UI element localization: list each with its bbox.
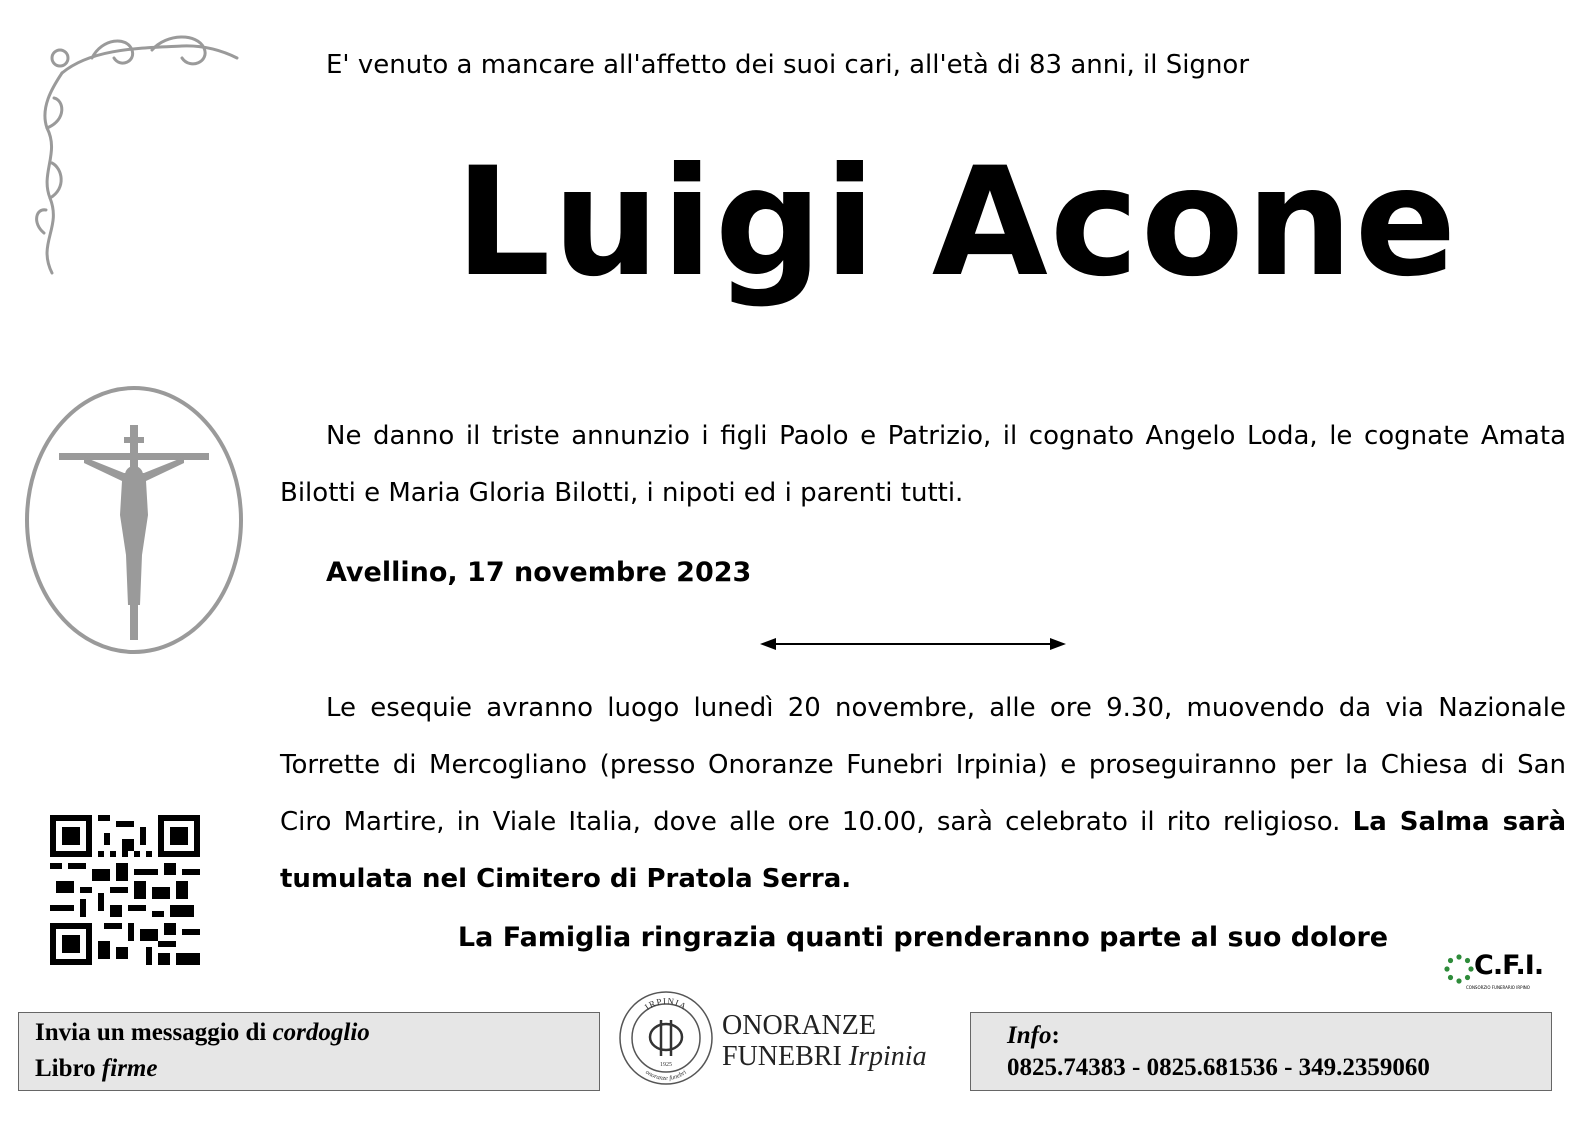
crucifix-icon — [24, 385, 244, 655]
cfi-logo — [1444, 950, 1544, 996]
agency-emblem-logo — [618, 990, 714, 1086]
burial-text: La Salma sarà tumulata nel Cimitero di Pratola Serra. — [280, 807, 1566, 894]
cfi-subtitle: CONSORZIO FUNERARIO IRPINO — [1466, 985, 1530, 990]
info-heading — [1007, 1022, 1060, 1050]
svg-text:IRPINIA — [643, 996, 689, 1012]
agency-line2-italic: Irpinia — [848, 1041, 927, 1072]
info-box — [970, 1012, 1552, 1091]
guestbook-prefix: Libro — [35, 1055, 102, 1082]
emblem-motto: onoranze funebri — [644, 1068, 688, 1083]
info-colon: : — [1051, 1022, 1060, 1049]
condolence-link[interactable] — [35, 1019, 370, 1047]
cfi-label: C.F.I. — [1474, 950, 1544, 981]
deceased-name: Luigi Acone — [455, 136, 1459, 310]
place-date: Avellino, 17 novembre 2023 — [326, 557, 752, 588]
funeral-paragraph — [280, 680, 1566, 908]
announcement-paragraph: Ne danno il triste annunzio i figli Paolo e Patrizio, il cognato Angelo Loda, le cognate Amata Bilotti e Maria Gloria Bilotti, i nipoti ed i parenti tutti. — [280, 421, 1566, 508]
double-arrow-divider — [760, 636, 1066, 652]
agency-name — [722, 1010, 927, 1072]
guestbook-italic: firme — [101, 1055, 158, 1082]
corner-flourish-ornament — [32, 28, 242, 288]
thanks-text: La Famiglia ringrazia quanti prenderanno parte al suo dolore — [457, 922, 1389, 953]
emblem-arc-text: IRPINIA — [642, 995, 689, 1013]
guestbook-link[interactable] — [35, 1055, 157, 1083]
emblem-year: 1925 — [660, 1062, 672, 1068]
condolence-box[interactable] — [18, 1012, 600, 1091]
funeral-text: Le esequie avranno luogo lunedì 20 novembre, alle ore 9.30, muovendo da via Nazionale Torrette di Mercogliano (presso Onoranze Funebri Irpinia) e proseguiranno per la Chiesa di San Ciro Martire, in Viale Italia, dove alle ore 10.00, sarà celebrato il rito religioso. — [280, 693, 1566, 837]
phone-numbers[interactable]: 0825.74383 - 0825.681536 - 349.2359060 — [1007, 1054, 1430, 1081]
qr-code[interactable] — [50, 815, 200, 965]
agency-line1: ONORANZE — [722, 1010, 876, 1041]
cfi-ring-icon — [1444, 954, 1474, 984]
agency-line2 — [722, 1041, 927, 1072]
condolence-italic: cordoglio — [272, 1019, 370, 1046]
agency-line2-prefix: FUNEBRI — [722, 1041, 849, 1072]
condolence-prefix: Invia un messaggio di — [35, 1019, 273, 1046]
intro-text: E' venuto a mancare all'affetto dei suoi cari, all'età di 83 anni, il Signor — [326, 50, 1250, 80]
info-label: Info — [1007, 1022, 1052, 1049]
svg-text:onoranze funebri — [644, 1069, 688, 1082]
